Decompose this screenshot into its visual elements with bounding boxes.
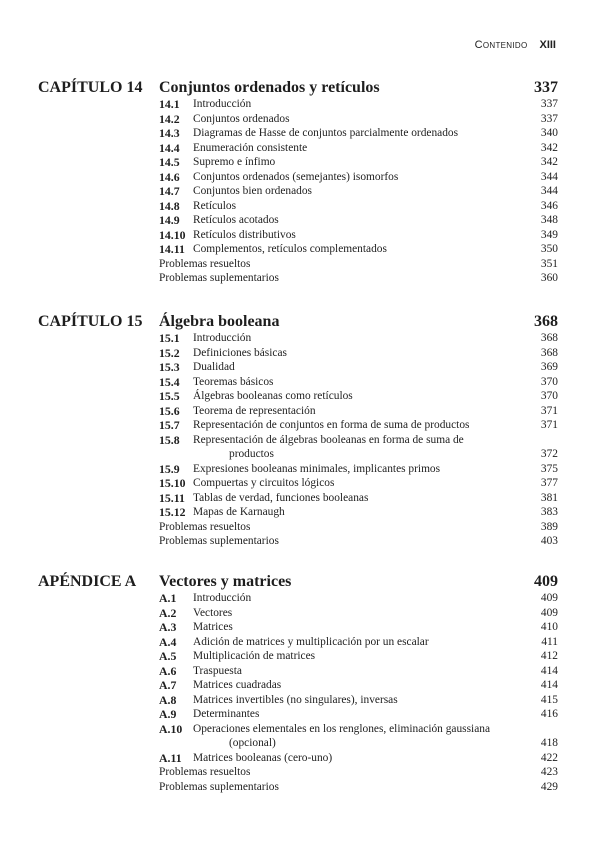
toc-entry[interactable] — [159, 620, 558, 635]
entry-page: 422 — [540, 751, 558, 764]
entry-number: 15.10 — [159, 476, 186, 490]
chapter-title: Conjuntos ordenados y retículos — [159, 79, 380, 96]
entry-title: Operaciones elementales en los renglones, eliminación gaussiana (opcional) — [193, 722, 518, 751]
entry-number: 14.1 — [159, 97, 180, 111]
chapter-heading[interactable] — [38, 313, 558, 331]
toc-entry[interactable] — [159, 707, 558, 722]
chapter-label: APÉNDICE A — [38, 573, 137, 590]
toc-entry[interactable] — [159, 520, 558, 535]
entry-page: 411 — [541, 635, 558, 648]
entry-number: A.6 — [159, 663, 177, 678]
entry-number: 14.4 — [159, 140, 180, 155]
entry-title: Tablas de verdad, funciones booleanas — [193, 491, 369, 504]
chapter-page: 368 — [534, 313, 558, 330]
entry-page: 389 — [540, 520, 558, 533]
entry-page: 429 — [540, 780, 558, 793]
toc-entry[interactable] — [159, 606, 558, 621]
entry-title: Adición de matrices y multiplicación por un escalar — [193, 635, 429, 648]
toc-entry[interactable] — [159, 476, 558, 491]
entry-number: 14.6 — [159, 169, 180, 184]
entry-title: Diagramas de Hasse de conjuntos parcialmente ordenados — [193, 127, 459, 139]
entry-title: Supremo e ínfimo — [193, 156, 276, 168]
toc-chapter — [38, 573, 558, 794]
entry-title: Problemas resueltos — [159, 766, 251, 778]
toc-entry[interactable] — [159, 155, 558, 170]
toc-entry[interactable] — [159, 112, 558, 127]
entry-page: 375 — [540, 462, 558, 475]
toc-entry[interactable] — [159, 664, 558, 679]
chapter-entries — [159, 331, 558, 549]
entry-title: Retículos acotados — [193, 214, 279, 226]
chapter-heading[interactable] — [38, 79, 558, 97]
entry-page: 403 — [540, 535, 558, 547]
entry-number: 14.10 — [159, 227, 186, 242]
toc-entry[interactable] — [159, 375, 558, 390]
entry-title: Conjuntos bien ordenados — [193, 185, 312, 197]
entry-title: Determinantes — [193, 708, 260, 720]
entry-title: Álgebras booleanas como retículos — [193, 390, 353, 402]
entry-title: Introducción — [193, 332, 252, 344]
toc-entry[interactable] — [159, 404, 558, 419]
entry-number: A.7 — [159, 678, 177, 692]
entry-number: A.8 — [159, 692, 177, 707]
entry-number: A.11 — [159, 750, 182, 765]
entry-title: Expresiones booleanas minimales, implicantes primos — [193, 462, 441, 475]
running-head-section: Contenido — [474, 39, 528, 51]
entry-title: Teorema de representación — [193, 404, 316, 417]
toc-entry[interactable] — [159, 649, 558, 664]
entry-page: 409 — [540, 592, 558, 604]
toc-entry[interactable] — [159, 184, 558, 199]
entry-number: 15.7 — [159, 418, 180, 432]
toc-entry[interactable] — [159, 389, 558, 404]
entry-page: 409 — [540, 606, 558, 619]
toc-entry[interactable] — [159, 271, 558, 286]
entry-title: Problemas resueltos — [159, 257, 251, 270]
entry-title: Introducción — [193, 98, 252, 110]
entry-title: Teoremas básicos — [193, 375, 274, 388]
entry-number: A.5 — [159, 649, 177, 663]
entry-page: 370 — [540, 375, 558, 388]
toc-entry[interactable] — [159, 418, 558, 433]
chapter-entries — [159, 97, 558, 286]
entry-number: 14.5 — [159, 155, 180, 169]
toc-entry[interactable] — [159, 199, 558, 214]
entry-page: 416 — [540, 708, 558, 720]
entry-number: 15.8 — [159, 432, 180, 447]
entry-title: Definiciones básicas — [193, 346, 287, 359]
entry-page: 349 — [540, 228, 558, 241]
entry-page: 337 — [540, 112, 558, 125]
entry-page: 342 — [540, 141, 558, 154]
entry-number: 15.11 — [159, 490, 185, 505]
entry-number: 14.3 — [159, 126, 180, 140]
toc-entry[interactable] — [159, 126, 558, 141]
toc-chapter — [38, 313, 558, 549]
toc-entry[interactable] — [159, 360, 558, 375]
entry-number: 14.7 — [159, 184, 180, 198]
entry-number: A.9 — [159, 707, 177, 721]
entry-title: Matrices booleanas (cero-uno) — [193, 751, 333, 764]
entry-page: 414 — [540, 679, 558, 691]
entry-number: 15.4 — [159, 374, 180, 389]
chapter-label: CAPÍTULO 14 — [38, 79, 143, 96]
entry-number: 14.2 — [159, 111, 180, 126]
entry-title: Problemas resueltos — [159, 520, 251, 533]
chapter-entries — [159, 591, 558, 794]
entry-title: Enumeración consistente — [193, 141, 308, 154]
entry-number: 15.6 — [159, 403, 180, 418]
entry-title: Retículos — [193, 199, 237, 212]
entry-page: 369 — [540, 361, 558, 373]
entry-title: Complementos, retículos complementados — [193, 243, 387, 255]
toc-entry[interactable] — [159, 780, 558, 795]
running-head — [475, 39, 556, 51]
chapter-page: 409 — [534, 573, 558, 590]
entry-page: 412 — [540, 650, 558, 662]
entry-title: Mapas de Karnaugh — [193, 506, 285, 518]
chapter-page: 337 — [534, 79, 558, 96]
toc-entry[interactable] — [159, 97, 558, 112]
toc-entry[interactable] — [159, 462, 558, 477]
toc-entry[interactable] — [159, 170, 558, 185]
toc-entry[interactable] — [159, 751, 558, 766]
entry-title: Compuertas y circuitos lógicos — [193, 477, 335, 489]
entry-page: 415 — [540, 693, 558, 706]
entry-number: 14.11 — [159, 242, 185, 256]
toc-entry[interactable] — [159, 591, 558, 606]
entry-page: 383 — [540, 506, 558, 518]
toc-entry[interactable] — [159, 722, 558, 751]
running-head-page: XIII — [539, 39, 556, 51]
entry-page: 371 — [540, 404, 558, 417]
entry-title: Problemas suplementarios — [159, 272, 279, 284]
entry-number: 15.5 — [159, 389, 180, 403]
entry-page: 337 — [540, 98, 558, 110]
toc-entry[interactable] — [159, 346, 558, 361]
entry-page: 342 — [540, 156, 558, 168]
entry-title: Representación de conjuntos en forma de suma de productos — [193, 419, 470, 431]
entry-page: 348 — [540, 214, 558, 226]
entry-title: Introducción — [193, 592, 252, 604]
entry-title-continuation: (opcional) — [229, 737, 276, 749]
entry-number: A.10 — [159, 721, 183, 736]
entry-title: Conjuntos ordenados (semejantes) isomorfos — [193, 170, 399, 183]
entry-number: A.4 — [159, 634, 177, 649]
toc-entry[interactable] — [159, 693, 558, 708]
entry-title: Problemas suplementarios — [159, 780, 279, 793]
entry-title: Representación de álgebras booleanas en forma de suma de productos — [193, 433, 518, 462]
entry-number: 14.9 — [159, 213, 180, 227]
toc-entry[interactable] — [159, 433, 558, 462]
entry-page: 340 — [540, 127, 558, 139]
entry-page: 360 — [540, 272, 558, 284]
toc-entry[interactable] — [159, 213, 558, 228]
toc-entry[interactable] — [159, 228, 558, 243]
entry-page: 381 — [540, 491, 558, 504]
entry-page: 350 — [540, 243, 558, 255]
toc-entry[interactable] — [159, 534, 558, 549]
toc-entry[interactable] — [159, 635, 558, 650]
entry-page: 377 — [540, 477, 558, 489]
entry-page: 370 — [540, 390, 558, 402]
chapter-heading[interactable] — [38, 573, 558, 591]
entry-number: 15.9 — [159, 461, 180, 476]
chapter-label: CAPÍTULO 15 — [38, 313, 143, 330]
toc-entry[interactable] — [159, 765, 558, 780]
entry-number: A.1 — [159, 591, 177, 605]
entry-title: Matrices invertibles (no singulares), inversas — [193, 693, 398, 706]
entry-page: 371 — [540, 419, 558, 431]
toc-entry[interactable] — [159, 331, 558, 346]
entry-title: Matrices cuadradas — [193, 679, 282, 691]
entry-title: Vectores — [193, 606, 233, 619]
toc-entry[interactable] — [159, 678, 558, 693]
entry-page: 410 — [540, 621, 558, 633]
entry-number: 15.1 — [159, 331, 180, 345]
entry-page: 344 — [540, 170, 558, 183]
entry-number: 15.12 — [159, 505, 186, 519]
entry-number: A.2 — [159, 605, 177, 620]
entry-title-continuation: productos — [229, 448, 274, 460]
entry-title: Multiplicación de matrices — [193, 650, 316, 662]
entry-number: 15.2 — [159, 345, 180, 360]
entry-title: Matrices — [193, 621, 233, 633]
entry-page: 368 — [540, 332, 558, 344]
entry-title: Traspuesta — [193, 664, 242, 677]
toc-entry[interactable] — [159, 141, 558, 156]
toc-entry[interactable] — [159, 242, 558, 257]
entry-page: 423 — [540, 766, 558, 778]
entry-title: Retículos distributivos — [193, 228, 296, 241]
entry-page: 368 — [540, 346, 558, 359]
entry-title: Dualidad — [193, 361, 235, 373]
chapter-title: Álgebra booleana — [159, 313, 280, 330]
entry-page: 346 — [540, 199, 558, 212]
entry-page: 351 — [540, 257, 558, 270]
entry-page: 414 — [540, 664, 558, 677]
entry-page: 418 — [540, 737, 558, 749]
toc-entry[interactable] — [159, 257, 558, 272]
toc-chapter — [38, 79, 558, 286]
entry-page: 344 — [540, 185, 558, 197]
entry-number: A.3 — [159, 620, 177, 634]
chapter-title: Vectores y matrices — [159, 573, 292, 590]
entry-number: 14.8 — [159, 198, 180, 213]
entry-title: Problemas suplementarios — [159, 535, 279, 547]
entry-title: Conjuntos ordenados — [193, 112, 290, 125]
toc-entry[interactable] — [159, 491, 558, 506]
entry-number: 15.3 — [159, 360, 180, 374]
toc-entry[interactable] — [159, 505, 558, 520]
entry-page: 372 — [540, 448, 558, 460]
